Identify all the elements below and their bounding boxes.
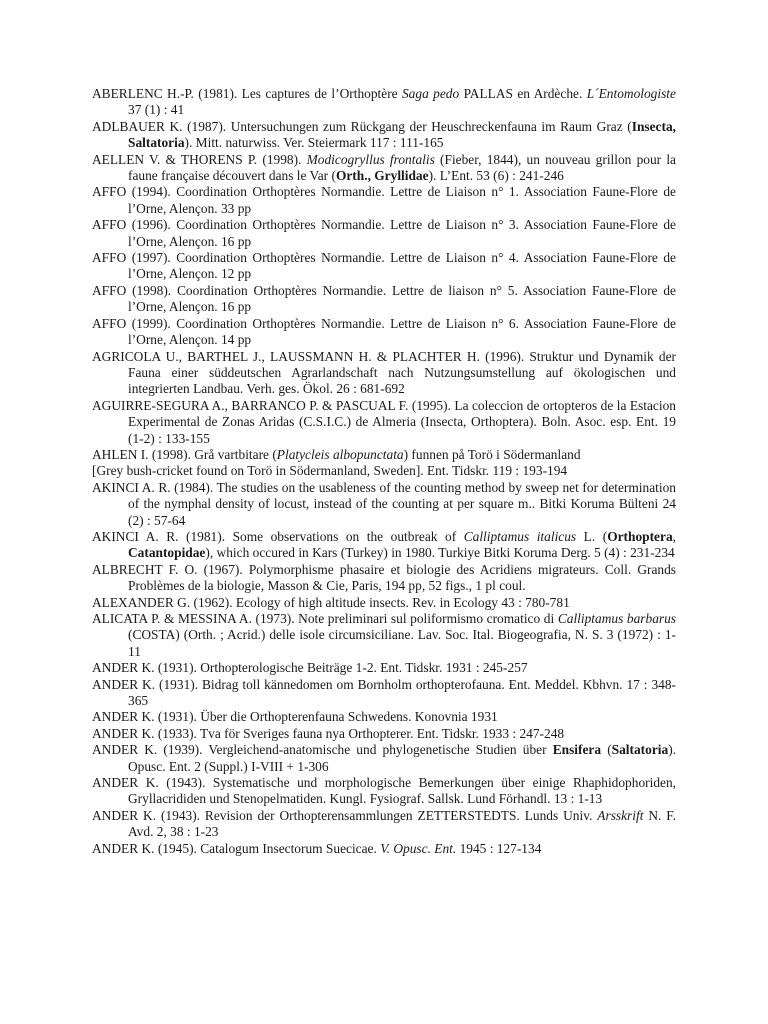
reference-entry [92,119,676,152]
reference-text: 37 (1) : 41 [128,102,185,118]
reference-entry [92,398,676,447]
italic-text: Saga pedo [401,86,460,101]
bold-text: Insecta, Saltatoria [128,118,676,151]
reference-text: AGRICOLA U., BARTHEL J., LAUSSMANN H. & PLACHTER H. (1996). Struktur und Dynamik der Fauna einer süddeutschen Agrarlandschaft nach Nutzungsumstellung auf ökologischen und integrierten Landbau. Verh. ges. Ökol. 26 : 681-692 [92,348,676,397]
reference-text: AFFO (1996). Coordination Orthoptères Normandie. Lettre de Liaison n° 3. Association Faune-Flore de l’Orne, Alençon. 16 pp [92,217,676,249]
reference-entry [92,463,676,479]
reference-entry [92,775,676,808]
reference-text: AGUIRRE-SEGURA A., BARRANCO P. & PASCUAL F. (1995). La coleccion de ortopteros de la Estacion Experimental de Zonas Aridas (C.S.I.C.) de Almeria (Insecta, Orthoptera). Boln. Asoc. esp. Ent. 19 (1-2) : 133-155 [92,397,676,446]
italic-text: Arsskrift [597,807,644,823]
reference-text: ANDER K. (1939). Vergleichend-anatomische und phylogenetische Studien über [92,742,553,758]
reference-entry [92,611,676,660]
reference-entry [92,529,676,562]
reference-text: (Fieber, 1844), un nouveau grillon pour la faune française découvert dans le Var ( [128,151,676,184]
reference-entry [92,677,676,710]
reference-entry [92,86,676,119]
reference-text: ANDER K. (1945). Catalogum Insectorum Suecicae. [92,840,381,856]
reference-list [92,86,676,857]
reference-text: ADLBAUER K. (1987). Untersuchungen zum Rückgang der Heuschreckenfauna im Raum Graz ( [92,118,632,134]
reference-text: ANDER K. (1933). Tva för Sveriges fauna nya Orthopterer. Ent. Tidskr. 1933 : 247-248 [92,725,565,741]
reference-text: ALICATA P. & MESSINA A. (1973). Note preliminari sul poliformismo cromatico di [92,611,558,626]
reference-text: ALEXANDER G. (1962). Ecology of high altitude insects. Rev. in Ecology 43 : 780-781 [92,594,570,610]
italic-text: V. Opusc. Ent. [380,840,457,856]
italic-text: Platycleis albopunctata [276,446,404,462]
reference-text: ( [601,742,612,758]
reference-text: L. ( [576,528,608,544]
reference-entry [92,152,676,185]
reference-text: [Grey bush-cricket found on Torö in Södermanland, Sweden]. Ent. Tidskr. 119 : 193-194 [92,463,568,479]
reference-text: ANDER K. (1931). Orthopterologische Beiträge 1-2. Ent. Tidskr. 1931 : 245-257 [92,660,528,676]
reference-text: AKINCI A. R. (1984). The studies on the usableness of the counting method by sweep net for determination of the nymphal density of locust, instead of the counting at per square m.. Bitki Koruma Bülteni 24 (2) : 57-64 [92,479,676,528]
reference-text: AFFO (1994). Coordination Orthoptères Normandie. Lettre de Liaison n° 1. Association Faune-Flore de l’Orne, Alençon. 33 pp [92,184,676,216]
reference-text: ALBRECHT F. O. (1967). Polymorphisme phasaire et biologie des Acridiens migrateurs. Coll. Grands Problèmes de la biologie, Masson & Cie, Paris, 194 pp, 52 figs., 1 pl coul. [92,561,676,594]
reference-text: AELLEN V. & THORENS P. (1998). [92,151,307,167]
reference-entry [92,709,676,725]
reference-text: ), which occured in Kars (Turkey) in 1980. Turkiye Bitki Koruma Derg. 5 (4) : 231-234 [205,545,675,561]
reference-entry [92,250,676,283]
italic-text: Calliptamus barbarus [557,611,677,626]
reference-text: ANDER K. (1943). Systematische und morphologische Bemerkungen über einige Rhaphidophoriden, Gryllacrididen und Stenopelmatiden. Kungl. Fysiograf. Sallsk. Lund Förhandl. 13 : 1-13 [92,775,676,807]
reference-entry [92,562,676,595]
reference-text: ) funnen på Torö i Södermanland [403,446,581,462]
bold-text: Orth., Gryllidae [335,168,429,184]
reference-text: ANDER K. (1931). Bidrag toll kännedomen om Bornholm orthopterofauna. Ent. Meddel. Kbhvn. 17 : 348-365 [92,676,676,709]
reference-entry [92,660,676,676]
italic-text: L´Entomologiste [586,86,676,101]
reference-text: N. F. Avd. 2, 38 : 1-23 [128,807,677,840]
bold-text: Ensifera [552,742,602,758]
reference-text: ANDER K. (1943). Revision der Orthopterensammlungen ZETTERSTEDTS. Lunds Univ. [92,807,598,823]
reference-entry [92,480,676,529]
reference-text: AFFO (1999). Coordination Orthoptères Normandie. Lettre de Liaison n° 6. Association Faune-Flore de l’Orne, Alençon. 14 pp [92,315,676,348]
reference-entry [92,316,676,349]
reference-text: ). Opusc. Ent. 2 (Suppl.) I-VIII + 1-306 [128,742,676,774]
reference-entry [92,283,676,316]
reference-text: AHLEN I. (1998). Grå vartbitare ( [92,446,277,462]
reference-text: , [672,528,676,544]
reference-text: AFFO (1997). Coordination Orthoptères Normandie. Lettre de Liaison n° 4. Association Faune-Flore de l’Orne, Alençon. 12 pp [92,250,676,282]
reference-text: ). L’Ent. 53 (6) : 241-246 [428,168,564,184]
reference-text: ANDER K. (1931). Über die Orthopterenfauna Schwedens. Konovnia 1931 [92,709,498,725]
italic-text: Calliptamus italicus [463,528,577,544]
italic-text: Modicogryllus frontalis [306,151,435,167]
reference-text: AFFO (1998). Coordination Orthoptères Normandie. Lettre de liaison n° 5. Association Faune-Flore de l’Orne, Alençon. 16 pp [92,282,676,315]
bold-text: Saltatoria [611,742,669,758]
reference-text: ABERLENC H.-P. (1981). Les captures de l’Orthoptère [92,86,402,101]
reference-entry [92,595,676,611]
reference-text: (COSTA) (Orth. ; Acrid.) delle isole circumsiciliane. Lav. Soc. Ital. Biogeografia, N. S. 3 (1972) : 1-11 [128,627,676,659]
reference-text: PALLAS en Ardèche. [459,86,587,101]
reference-entry [92,217,676,250]
bold-text: Orthoptera [607,528,673,544]
reference-entry [92,726,676,742]
reference-text: ). Mitt. naturwiss. Ver. Steiermark 117 : 111-165 [184,135,444,151]
reference-entry [92,808,676,841]
reference-entry [92,349,676,398]
reference-entry [92,184,676,217]
bold-text: Catantopidae [128,545,206,561]
reference-entry [92,841,676,857]
reference-entry [92,742,676,775]
reference-text: AKINCI A. R. (1981). Some observations on the outbreak of [92,528,464,544]
reference-text: 1945 : 127-134 [456,840,542,856]
reference-entry [92,447,676,463]
